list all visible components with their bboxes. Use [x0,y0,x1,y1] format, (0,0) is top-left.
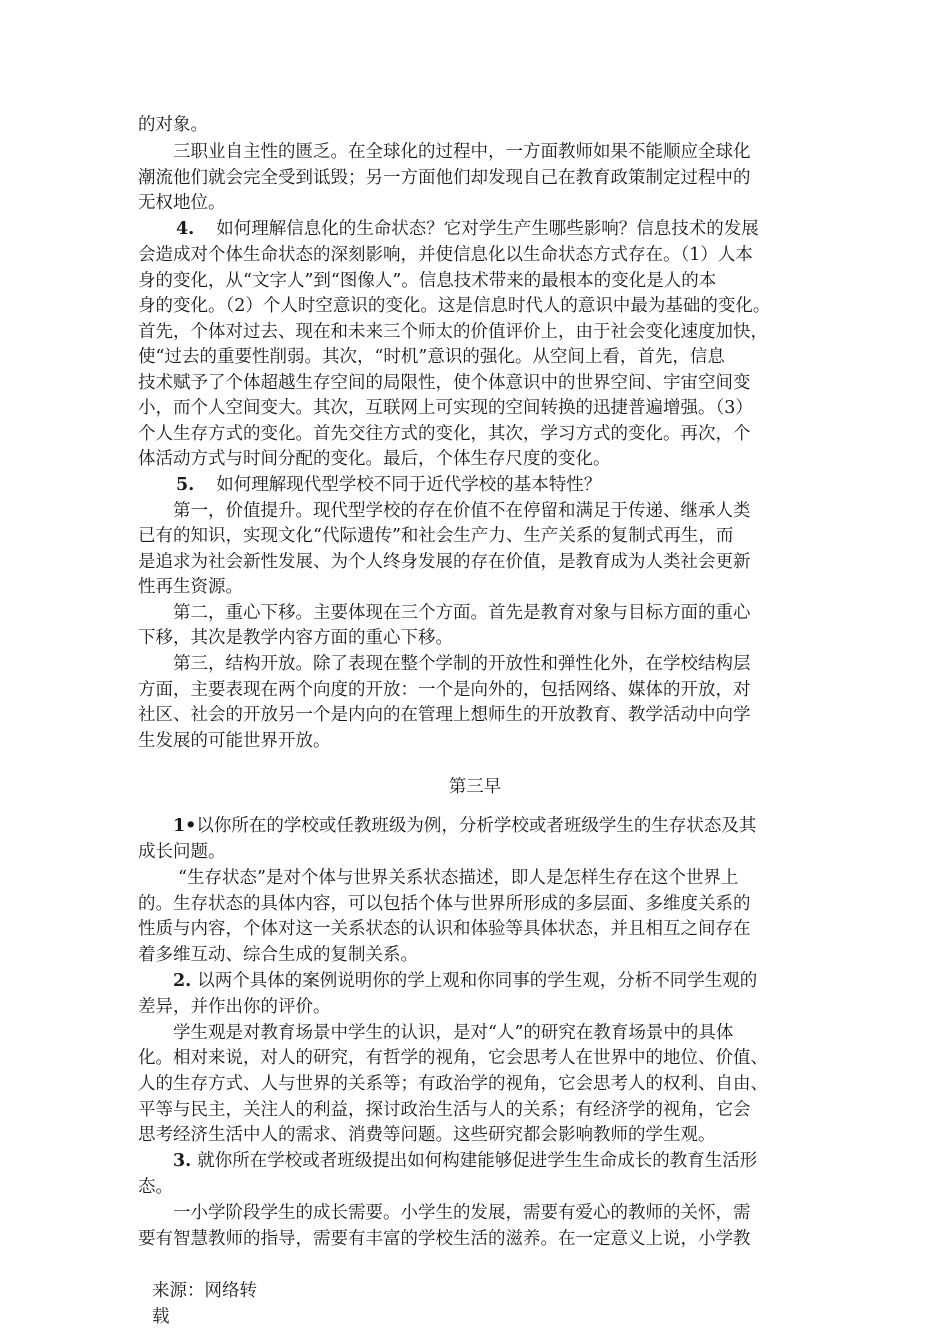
text-line: 态。 [138,1177,173,1197]
text-line: 首先，个体对过去、现在和未来三个师太的价值评价上，由于社会变化速度加快， [138,322,768,342]
text-line: 思考经济生活中人的需求、消费等问题。这些研究都会影响教师的学生观。 [138,1125,716,1145]
text-line: 第三，结构开放。除了表现在整个学制的开放性和弹性化外，在学校结构层 [173,654,751,674]
question-line [173,1148,757,1175]
question-number: 3. [173,1151,192,1171]
question-number: 2. [173,971,192,991]
text-line: 生发展的可能世界开放。 [138,731,331,751]
question-number: 4. [176,219,195,239]
source-footer-line: 来源：网络转 [152,1281,257,1301]
text-line: 三职业自主性的匮乏。在全球化的过程中，一方面教师如果不能顺应全球化 [173,142,751,162]
text-line: 学生观是对教育场景中学生的认识，是对“人”的研究在教育场景中的具体 [173,1023,734,1043]
text-line: 已有的知识，实现文化“代际遗传”和社会生产力、生产关系的复制式再生，而 [138,526,734,546]
text-line: 的。生存状态的具体内容，可以包括个体与世界所形成的多层面、多维度关系的 [138,894,751,914]
text-line: 会造成对个体生命状态的深刻影响，并使信息化以生命状态方式存在。（1）人本 [138,245,753,265]
question-number: 5. [176,475,195,495]
question-line [173,813,756,840]
chapter-heading: 第三早 [448,777,502,797]
text-line: 小，而个人空间变大。其次，互联网上可实现的空间转换的迅捷普遍增强。（3） [138,398,753,418]
question-text: 就你所在学校或者班级提出如何构建能够促进学生生命成长的教育生活形 [197,1151,758,1171]
text-line: 技术赋予了个体超越生存空间的局限性，使个体意识中的世界空间、宇宙空间变 [138,373,751,393]
question-text: 以你所在的学校或任教班级为例，分析学校或者班级学生的生存状态及其 [196,816,757,836]
text-line: 是追求为社会新性发展、为个人终身发展的存在价值，是教育成为人类社会更新 [138,552,751,572]
question-line [176,216,759,243]
text-line: 体活动方式与时间分配的变化。最后，个体生存尺度的变化。 [138,449,611,469]
text-line: 性再生资源。 [138,577,243,597]
text-line: 人的生存方式、人与世界的关系等；有政治学的视角，它会思考人的权利、自由、 [138,1074,768,1094]
text-line: 潮流他们就会完全受到诋毁；另一方面他们却发现自己在教育政策制定过程中的 [138,168,751,188]
text-line: 第二，重心下移。主要体现在三个方面。首先是教育对象与目标方面的重心 [173,603,751,623]
text-line: 要有智慧教师的指导，需要有丰富的学校生活的滋养。在一定意义上说，小学教 [138,1229,751,1249]
text-line: 身的变化，从“文字人”到“图像人”。信息技术带来的最根本的变化是人的本 [138,271,717,291]
question-text: 以两个具体的案例说明你的学上观和你同事的学生观，分析不同学生观的 [197,971,758,991]
question-line [173,968,757,995]
question-line [176,472,601,499]
text-line: 下移，其次是教学内容方面的重心下移。 [138,628,453,648]
text-line: 的对象。 [138,115,208,135]
text-line: 社区、社会的开放另一个是内向的在管理上想师生的开放教育、教学活动中向学 [138,705,751,725]
text-line: 方面，主要表现在两个向度的开放：一个是向外的，包括网络、媒体的开放，对 [138,680,751,700]
text-line: 第一，价值提升。现代型学校的存在价值不在停留和满足于传递、继承人类 [173,501,751,521]
question-text: 如何理解信息化的生命状态？它对学生产生哪些影响？信息技术的发展 [216,219,759,239]
question-text: 如何理解现代型学校不同于近代学校的基本特性？ [216,475,602,495]
text-line: “生存状态”是对个体与世界关系状态描述，即人是怎样生存在这个世界上 [178,868,739,888]
text-line: 一小学阶段学生的成长需要。小学生的发展，需要有爱心的教师的关怀，需 [173,1203,751,1223]
question-number: 1• [173,816,197,836]
text-line: 性质与内容，个体对这一关系状态的认识和体验等具体状态，并且相互之间存在 [138,919,751,939]
text-line: 无权地位。 [138,193,226,213]
text-line: 成长问题。 [138,842,226,862]
text-line: 差异，并作出你的评价。 [138,997,331,1017]
text-line: 平等与民主，关注人的利益，探讨政治生活与人的关系；有经济学的视角，它会 [138,1100,751,1120]
text-line: 身的变化。（2）个人时空意识的变化。这是信息时代人的意识中最为基础的变化。 [138,296,771,316]
text-line: 使“过去的重要性削弱。其次，“时机”意识的强化。从空间上看，首先，信息 [138,347,725,367]
source-footer-line: 载 [152,1307,170,1327]
text-line: 着多维互动、综合生成的复制关系。 [138,945,418,965]
text-line: 化。相对来说，对人的研究，有哲学的视角，它会思考人在世界中的地位、价值、 [138,1048,768,1068]
text-line: 个人生存方式的变化。首先交往方式的变化，其次，学习方式的变化。再次，个 [138,424,751,444]
